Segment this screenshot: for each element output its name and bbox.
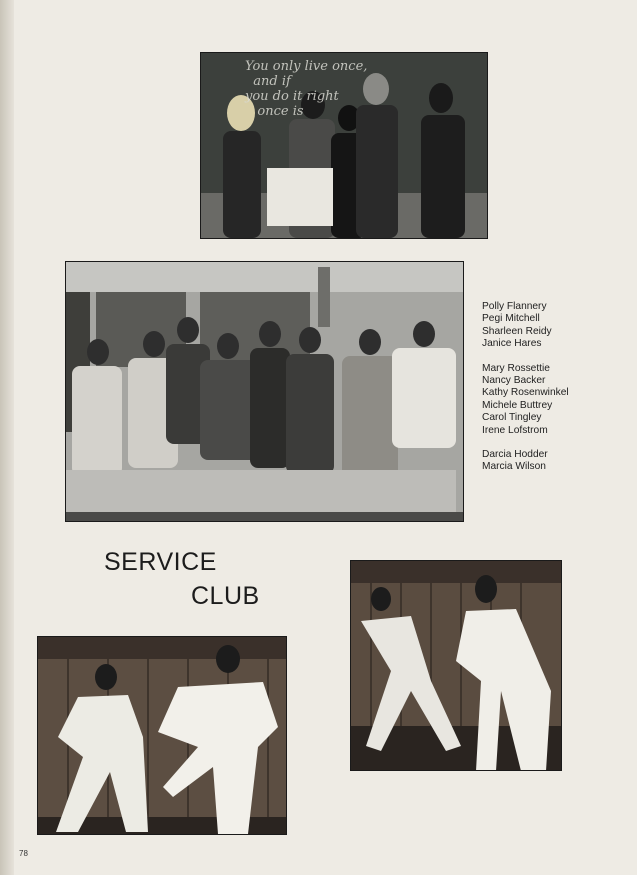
member-name: Mary Rossettie — [482, 362, 550, 374]
top-photo-chalkboard — [201, 53, 487, 238]
page-title-line2: CLUB — [191, 582, 260, 610]
page-number: 78 — [19, 849, 28, 858]
karate-photo-right — [351, 561, 561, 770]
member-name: Sharleen Reidy — [482, 325, 552, 337]
member-names-list — [482, 301, 569, 486]
member-name: Janice Hares — [482, 338, 542, 350]
names-group-3 — [482, 449, 569, 474]
member-name: Michele Buttrey — [482, 399, 553, 411]
member-name: Pegi Mitchell — [482, 313, 540, 325]
names-group-2 — [482, 363, 569, 437]
member-name: Marcia Wilson — [482, 461, 546, 473]
page-binding-edge — [0, 0, 14, 875]
member-name: Kathy Rosenwinkel — [482, 387, 569, 399]
chalkboard-writing: You only live once, and if you do it right once is — [245, 59, 368, 119]
page-title-line1: SERVICE — [104, 548, 217, 576]
member-name: Irene Lofstrom — [482, 424, 548, 436]
member-name: Carol Tingley — [482, 412, 542, 424]
names-group-1 — [482, 301, 569, 351]
member-name: Nancy Backer — [482, 375, 546, 387]
member-name: Darcia Hodder — [482, 449, 548, 461]
group-photo-library — [66, 262, 463, 521]
member-name: Polly Flannery — [482, 301, 547, 312]
karate-photo-left — [38, 637, 286, 834]
